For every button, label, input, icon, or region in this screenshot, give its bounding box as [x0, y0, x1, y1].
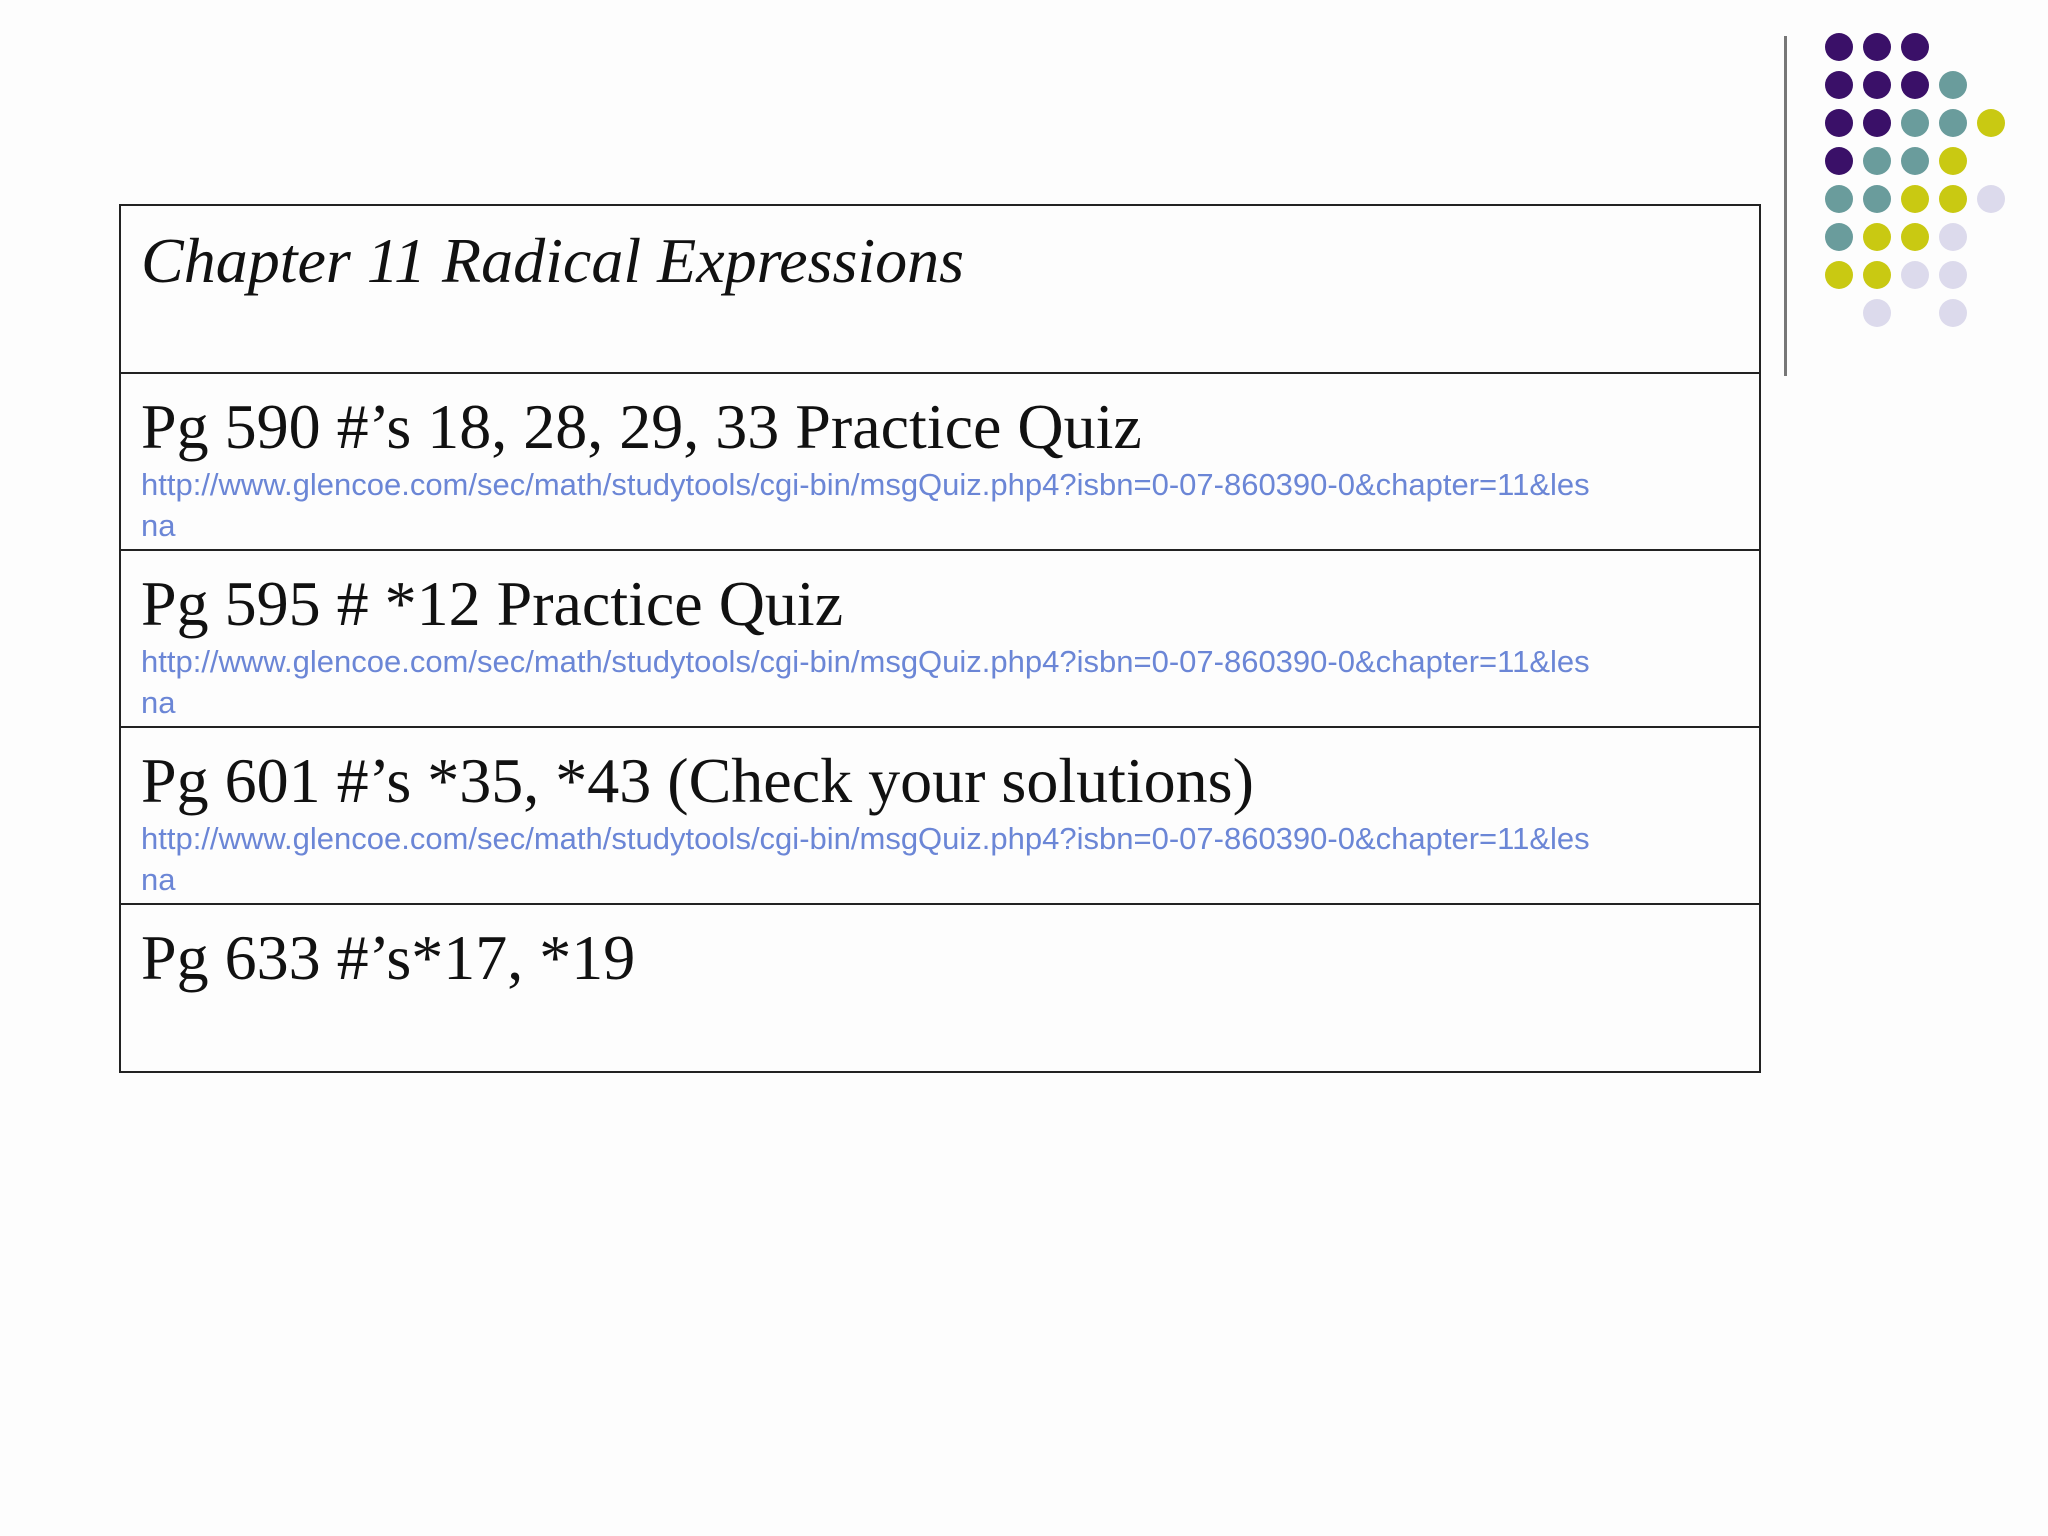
decorative-dot: [1825, 71, 1853, 99]
decorative-dot: [1863, 223, 1891, 251]
decorative-dot: [1939, 299, 1967, 327]
decorative-dot: [1825, 261, 1853, 289]
decorative-dot: [1863, 109, 1891, 137]
decorative-dot: [1977, 109, 2005, 137]
decorative-dot: [1901, 223, 1929, 251]
assignment-text: Pg 590 #’s 18, 28, 29, 33 Practice Quiz: [141, 391, 1142, 462]
decorative-dot: [1901, 261, 1929, 289]
table-row: [121, 374, 1759, 551]
decorative-dot: [1901, 33, 1929, 61]
decorative-dot: [1939, 147, 1967, 175]
decorative-dot: [1977, 185, 2005, 213]
check-solutions-link[interactable]: [141, 818, 1743, 900]
slide-title: Chapter 11 Radical Expressions: [141, 225, 965, 296]
decorative-dot: [1825, 223, 1853, 251]
link-line-2: na: [141, 862, 176, 898]
practice-quiz-link[interactable]: [141, 464, 1743, 546]
link-line-2: na: [141, 685, 176, 721]
decorative-dot: [1863, 71, 1891, 99]
practice-quiz-link[interactable]: [141, 641, 1743, 723]
decorative-dot: [1939, 223, 1967, 251]
decorative-dot: [1863, 33, 1891, 61]
decorative-dot: [1901, 109, 1929, 137]
decorative-dot: [1939, 109, 1967, 137]
decorative-dot: [1825, 147, 1853, 175]
link-line-2: na: [141, 508, 176, 544]
assignment-text: Pg 595 # *12 Practice Quiz: [141, 568, 844, 639]
decorative-dot: [1901, 185, 1929, 213]
table-row: [121, 728, 1759, 905]
decorative-dot: [1825, 185, 1853, 213]
decorative-dot: [1901, 71, 1929, 99]
link-line-1: http://www.glencoe.com/sec/math/studytools/cgi-bin/msgQuiz.php4?isbn=0-07-860390-0&chapter=11&les: [141, 467, 1590, 503]
decorative-dot: [1939, 71, 1967, 99]
decorative-dot: [1863, 261, 1891, 289]
decorative-dot: [1863, 147, 1891, 175]
assignment-text: Pg 633 #’s*17, *19: [141, 922, 636, 993]
table-row: [121, 551, 1759, 728]
decorative-dot: [1863, 185, 1891, 213]
decorative-dot: [1939, 185, 1967, 213]
assignment-table: [119, 204, 1761, 1073]
decorative-vertical-line: [1784, 36, 1787, 376]
decorative-dot: [1863, 299, 1891, 327]
decorative-dot: [1825, 33, 1853, 61]
decorative-dot: [1901, 147, 1929, 175]
decorative-dot: [1825, 109, 1853, 137]
decorative-dot: [1939, 261, 1967, 289]
assignment-text: Pg 601 #’s *35, *43 (Check your solutions): [141, 745, 1254, 816]
link-line-1: http://www.glencoe.com/sec/math/studytools/cgi-bin/msgQuiz.php4?isbn=0-07-860390-0&chapter=11&les: [141, 821, 1590, 857]
table-row: [121, 905, 1759, 1071]
link-line-1: http://www.glencoe.com/sec/math/studytools/cgi-bin/msgQuiz.php4?isbn=0-07-860390-0&chapter=11&les: [141, 644, 1590, 680]
table-header-row: [121, 206, 1759, 374]
